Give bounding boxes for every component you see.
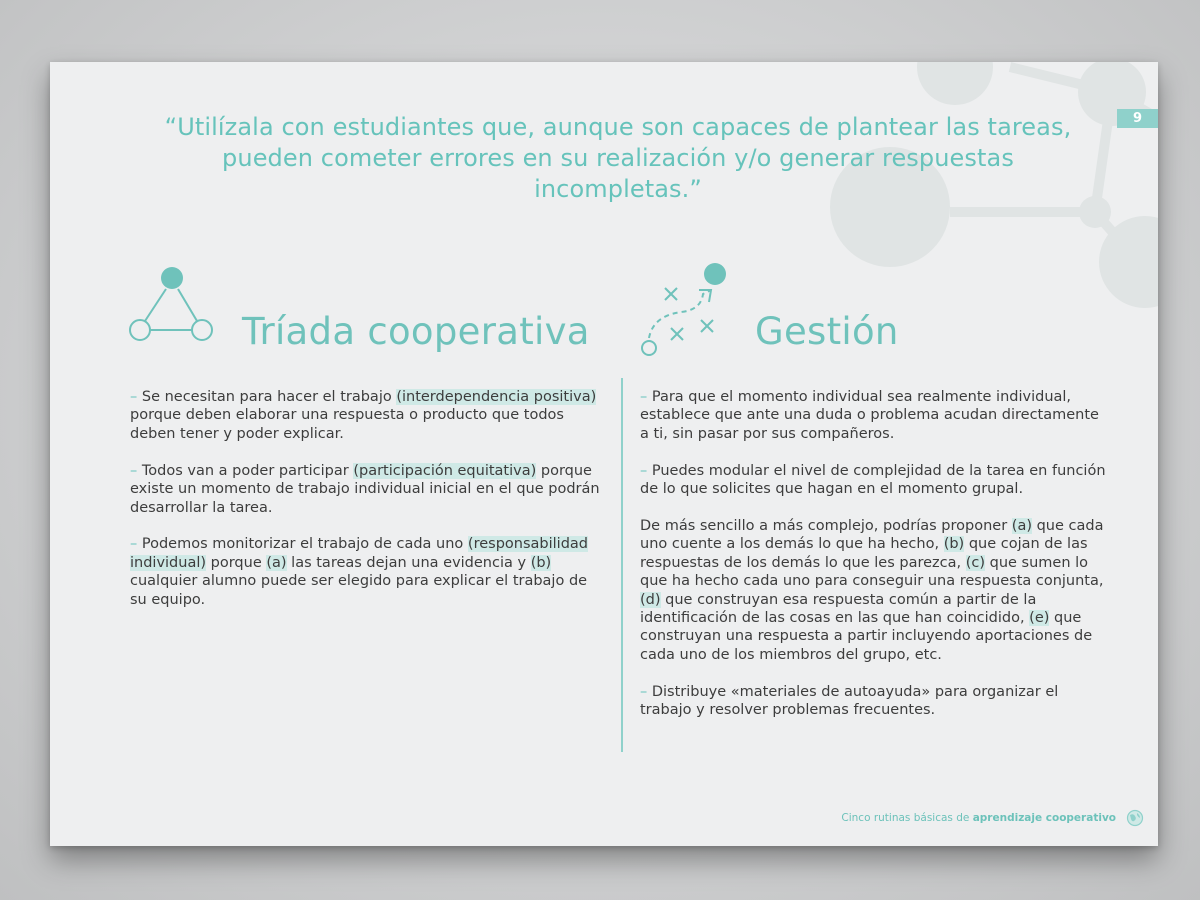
highlight-d: (d): [640, 591, 661, 608]
right-paragraph-1: [640, 388, 1110, 443]
text-span: las tareas dejan una evidencia y: [286, 554, 531, 571]
text-span: que cojan de las respuestas de los demás lo que les parezca,: [640, 536, 1088, 571]
dash-marker: –: [640, 389, 652, 405]
dash-marker: –: [130, 536, 142, 553]
right-paragraph-3: [640, 517, 1110, 664]
footer-caption: [841, 812, 1116, 824]
text-span: que sumen lo que ha hecho cada uno para conseguir una respuesta conjunta,: [640, 554, 1104, 590]
dash-marker: –: [130, 389, 142, 405]
left-column: [130, 388, 600, 628]
text-span: Puedes modular el nivel de complejidad de la tarea en función de lo que solicites que hagan en el momento grupal.: [640, 462, 1106, 498]
globe-icon: [1126, 809, 1144, 827]
text-span: Todos van a poder participar: [141, 462, 354, 479]
text-span: porque deben elaborar una respuesta o producto que todos deben tener y poder explicar.: [130, 407, 564, 442]
highlight-interdependencia: (interdependencia positiva): [396, 389, 597, 405]
dash-marker: –: [130, 462, 142, 479]
section-title-triada: Tríada cooperativa: [242, 310, 590, 353]
left-paragraph-2: [130, 462, 600, 517]
text-span: que construyan una respuesta a partir incluyendo aportaciones de cada uno de los miembros del grupo, etc.: [640, 610, 1093, 663]
dash-marker: –: [640, 683, 652, 700]
text-span: que construyan esa respuesta común a partir de la identificación de las cosas en las que han coincidido,: [640, 591, 1037, 627]
text-span: Para que el momento individual sea realmente individual, establece que ante una duda o problema acudan directamente a ti, sin pasar por sus compañeros.: [640, 389, 1099, 442]
text-span: que cada uno cuente a los demás lo que ha hecho,: [640, 518, 1104, 553]
text-span: porque existe un momento de trabajo individual inicial en el que podrán desarrollar la tarea.: [130, 462, 600, 516]
document-page: [50, 62, 1158, 846]
right-column: [640, 388, 1110, 738]
highlight-participacion: (participación equitativa): [353, 462, 537, 479]
highlight-b: (b): [943, 536, 965, 553]
highlight-c: (c): [965, 554, 986, 571]
highlight-e: (e): [1029, 610, 1050, 627]
text-span: Distribuye «materiales de autoayuda» para organizar el trabajo y resolver problemas frecuentes.: [640, 683, 1059, 719]
left-paragraph-3: [130, 535, 600, 609]
section-title-gestion: Gestión: [755, 310, 899, 353]
strategy-play-icon: [635, 260, 740, 360]
text-span: Podemos monitorizar el trabajo de cada uno: [141, 536, 468, 553]
right-paragraph-4: [640, 683, 1110, 720]
footer-prefix: Cinco rutinas básicas de: [841, 812, 973, 824]
text-span: porque: [206, 554, 267, 571]
pull-quote: “Utilízala con estudiantes que, aunque son capaces de plantear las tareas, pueden cometer errores en su realización y/o generar respuestas incompletas.”: [164, 113, 1072, 203]
page-number: 9: [1117, 109, 1158, 128]
triangle-network-icon: [126, 264, 216, 346]
footer-bold: aprendizaje cooperativo: [972, 812, 1116, 824]
right-paragraph-2: [640, 462, 1110, 499]
text-span: Se necesitan para hacer el trabajo: [141, 389, 397, 405]
text-span: cualquier alumno puede ser elegido para explicar el trabajo de su equipo.: [130, 573, 588, 608]
left-paragraph-1: [130, 388, 600, 443]
column-divider: [621, 378, 623, 752]
highlight-a: (a): [1011, 518, 1032, 535]
dash-marker: –: [640, 462, 652, 479]
highlight-a: (a): [266, 554, 287, 571]
highlight-b: (b): [530, 554, 552, 571]
text-span: De más sencillo a más complejo, podrías proponer: [640, 518, 1012, 535]
highlight-responsabilidad: (responsabilidad individual): [130, 536, 588, 571]
